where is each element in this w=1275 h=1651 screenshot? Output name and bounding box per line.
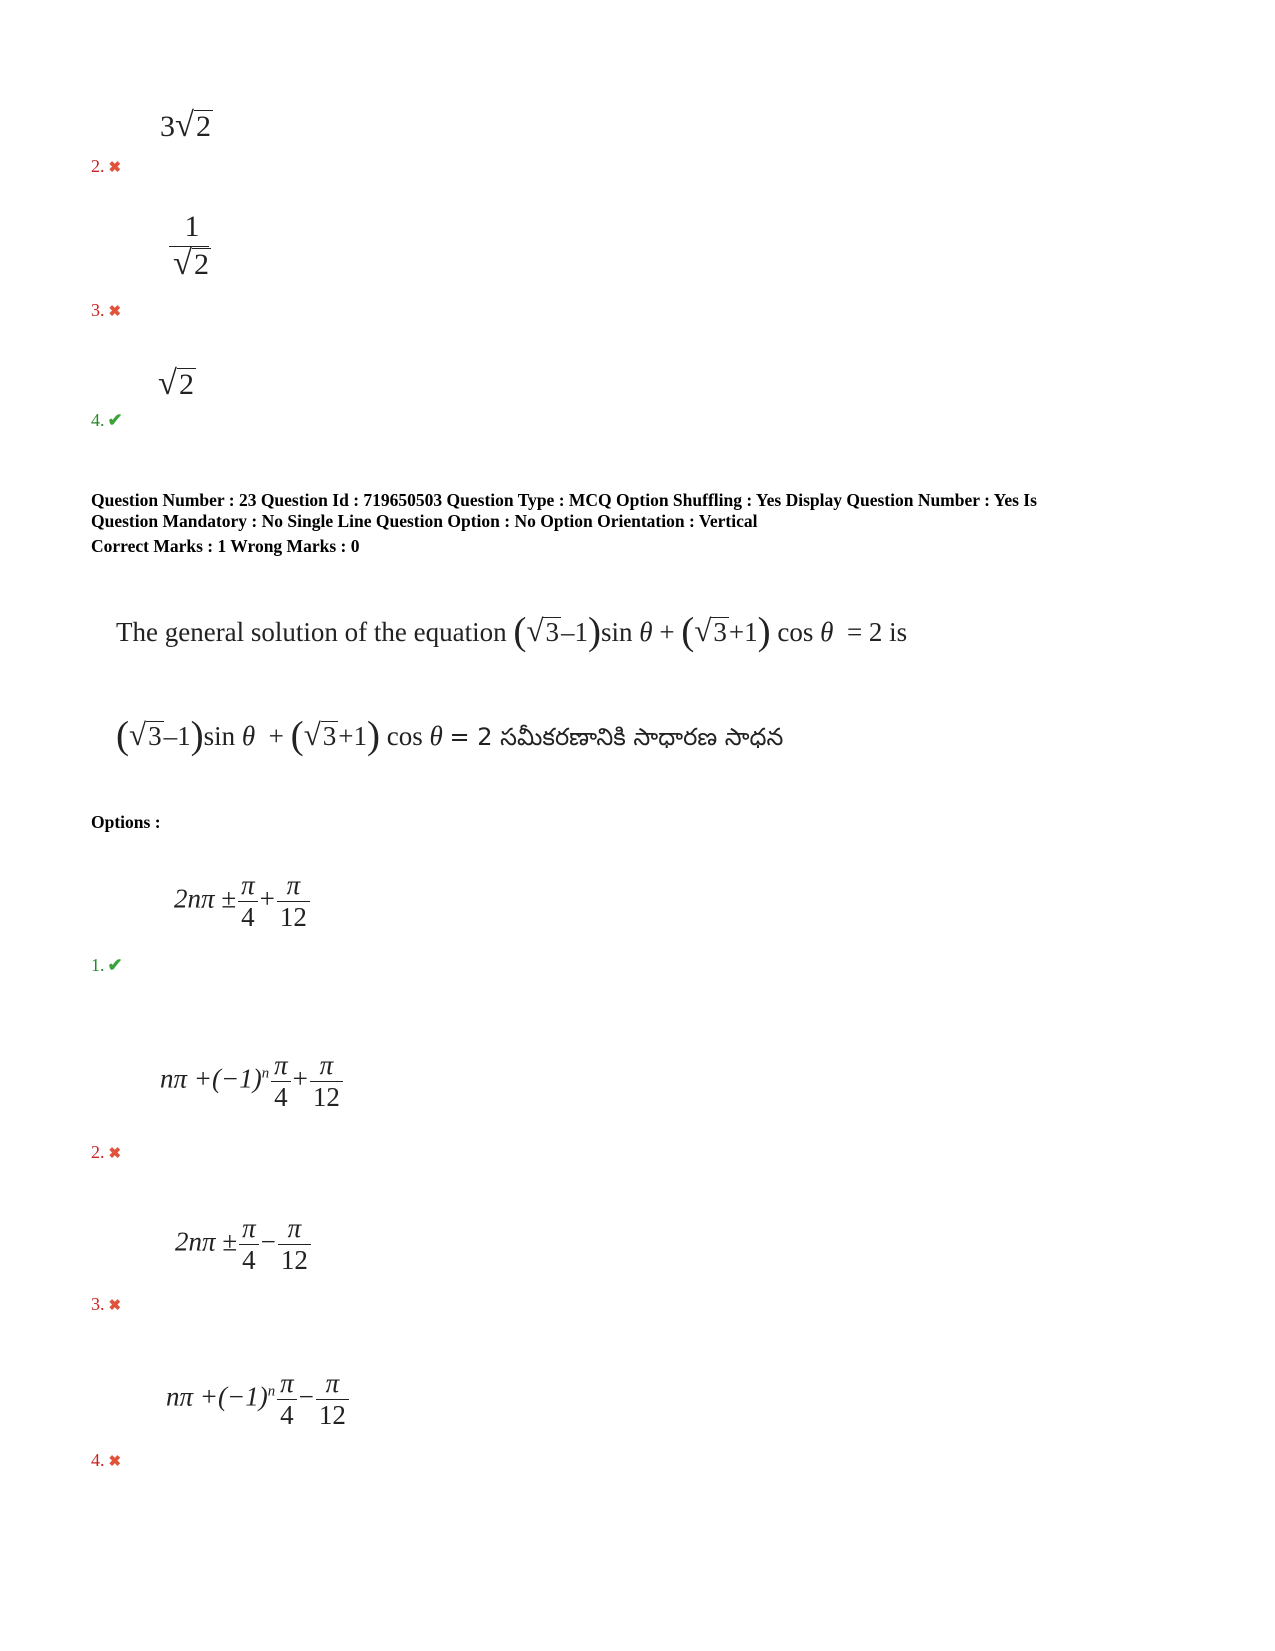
question-meta-line-2: Question Mandatory : No Single Line Question Option : No Option Orientation : Vertical	[91, 511, 758, 531]
prev-option-number-2: 2. ✖	[91, 156, 122, 176]
check-icon: ✔	[107, 410, 123, 430]
option-1-expression: 2nπ ± $\frac{\pi}{4}$ + $\frac{\pi}{12}$	[174, 872, 312, 931]
prev-option-2-expression: 1 √ 2	[173, 210, 209, 282]
option-number-3[interactable]: 3. ✖	[91, 1294, 122, 1314]
prev-option-1-expression: 3 √ 2	[160, 106, 211, 144]
check-icon: ✔	[107, 955, 123, 975]
marks-line: Correct Marks : 1 Wrong Marks : 0	[91, 536, 360, 556]
prev-option-number-3: 3. ✖	[91, 300, 122, 320]
option-2-expression: $n\pi +(-1)^n$ $\frac{\pi}{4}$ + $\frac{\pi}{12}$	[160, 1052, 345, 1111]
question-text-telugu: ( √ 3 –1)sin θ + ( √ 3 +1) cos θ = 2 సమీకరణానికి సాధారణ సాధన	[116, 714, 784, 757]
cross-icon: ✖	[108, 304, 122, 320]
option-3-expression: 2nπ ± $\frac{\pi}{4}$ − $\frac{\pi}{12}$	[175, 1215, 313, 1274]
fraction-bar	[169, 246, 209, 247]
question-text-english: The general solution of the equation ( √ 3 –1)sin θ + ( √ 3 +1) cos θ = 2 is	[116, 610, 908, 653]
options-label: Options :	[91, 812, 161, 832]
cross-icon: ✖	[108, 1146, 122, 1162]
cross-icon: ✖	[108, 1298, 122, 1314]
option-number-4[interactable]: 4. ✖	[91, 1450, 122, 1470]
option-4-expression: $n\pi +(-1)^n$ $\frac{\pi}{4}$ − $\frac{\pi}{12}$	[166, 1370, 351, 1429]
option-number-2[interactable]: 2. ✖	[91, 1142, 122, 1162]
option-number-1[interactable]: 1. ✔	[91, 955, 123, 975]
question-meta	[91, 490, 1191, 557]
prev-option-3-expression: √ 2	[158, 364, 194, 402]
prev-option-number-4: 4. ✔	[91, 410, 123, 430]
question-meta-line-1: Question Number : 23 Question Id : 719650503 Question Type : MCQ Option Shuffling : Yes Display Question Number : Yes Is	[91, 490, 1037, 510]
cross-icon: ✖	[108, 1454, 122, 1470]
cross-icon: ✖	[108, 160, 122, 176]
